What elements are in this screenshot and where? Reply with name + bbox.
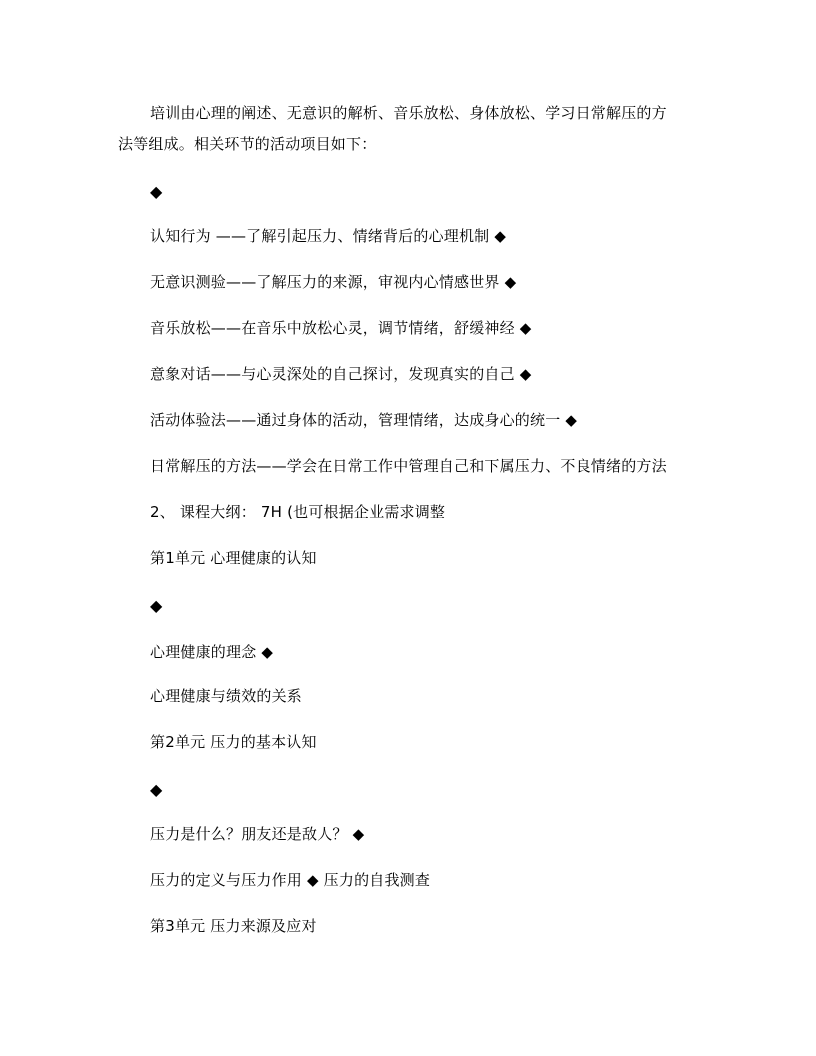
unit-title: 第3单元 压力来源及应对 — [150, 917, 317, 935]
bullet-marker: ◆ — [150, 780, 163, 799]
course-outline-heading: 2、 课程大纲： 7H (也可根据企业需求调整 — [150, 503, 446, 521]
unit-item: 压力的定义与压力作用 ◆ 压力的自我测查 — [150, 871, 431, 889]
unit-item: 压力是什么？朋友还是敌人？ ◆ — [150, 825, 365, 843]
bullet-marker: ◆ — [150, 596, 163, 615]
bullet-marker: ◆ — [150, 182, 163, 201]
activity-item: 日常解压的方法——学会在日常工作中管理自己和下属压力、不良情绪的方法 — [150, 457, 667, 475]
unit-title: 第1单元 心理健康的认知 — [150, 549, 317, 567]
activity-item: 活动体验法——通过身体的活动，管理情绪，达成身心的统一 ◆ — [150, 411, 578, 429]
intro-paragraph-line-2: 法等组成。相关环节的活动项目如下： — [118, 135, 377, 153]
unit-title: 第2单元 压力的基本认知 — [150, 733, 317, 751]
activity-item: 认知行为 ——了解引起压力、情绪背后的心理机制 ◆ — [150, 227, 507, 245]
intro-paragraph-line-1: 培训由心理的阐述、无意识的解析、音乐放松、身体放松、学习日常解压的方 — [150, 104, 667, 122]
activity-item: 无意识测验——了解压力的来源，审视内心情感世界 ◆ — [150, 273, 517, 291]
unit-item: 心理健康与绩效的关系 — [150, 687, 303, 705]
activity-item: 意象对话——与心灵深处的自己探讨，发现真实的自己 ◆ — [150, 365, 532, 383]
activity-item: 音乐放松——在音乐中放松心灵，调节情绪，舒缓神经 ◆ — [150, 319, 532, 337]
unit-item: 心理健康的理念 ◆ — [150, 643, 274, 661]
